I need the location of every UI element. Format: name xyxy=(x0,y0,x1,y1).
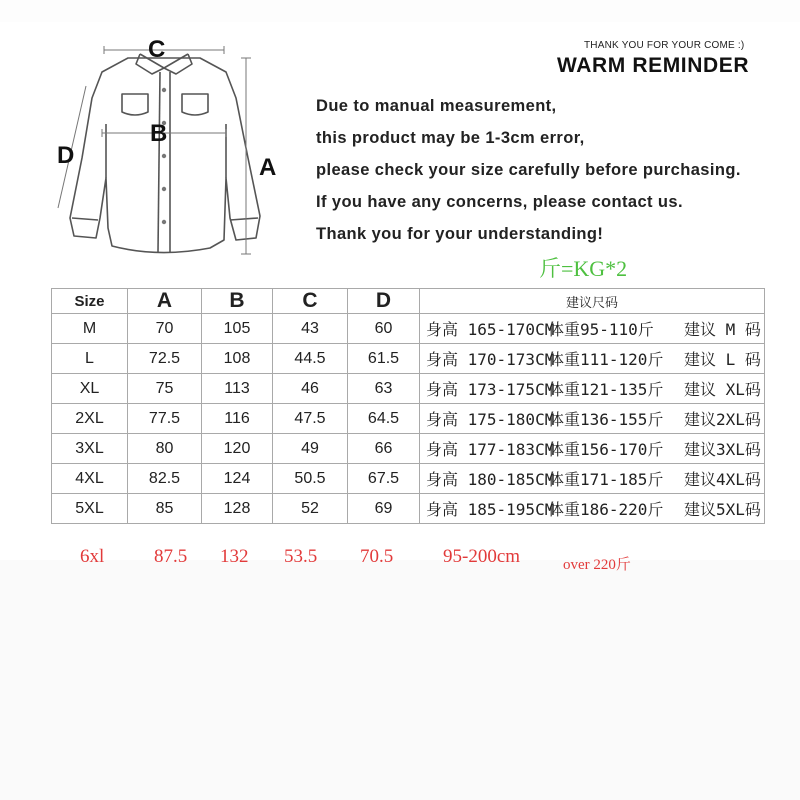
cell-d: 60 xyxy=(348,314,420,344)
cell-c: 49 xyxy=(273,434,348,464)
header-suggestion: 建议尺码 xyxy=(420,289,765,314)
recommended-weight: 体重136-155斤 xyxy=(548,410,664,429)
cell-b: 128 xyxy=(202,494,273,524)
cell-d: 66 xyxy=(348,434,420,464)
cell-b: 108 xyxy=(202,344,273,374)
cell-size: 3XL xyxy=(52,434,128,464)
reminder-notes xyxy=(316,94,741,254)
cell-c: 44.5 xyxy=(273,344,348,374)
cell-a: 77.5 xyxy=(128,404,202,434)
recommended-weight: 体重156-170斤 xyxy=(548,440,664,459)
header-size: Size xyxy=(52,289,128,314)
extra-c: 53.5 xyxy=(284,546,318,567)
recommended-weight: 体重111-120斤 xyxy=(548,350,664,369)
reminder-line: please check your size carefully before purchasing. xyxy=(316,161,741,179)
header-b: B xyxy=(202,289,273,314)
cell-a: 85 xyxy=(128,494,202,524)
weight-conversion-note: 斤=KG*2 xyxy=(539,256,628,281)
table-row xyxy=(52,344,765,374)
recommended-height: 身高 185-195CM xyxy=(426,500,555,519)
extra-b: 132 xyxy=(220,546,249,567)
extra-size: 6xl xyxy=(80,546,105,567)
cell-a: 75 xyxy=(128,374,202,404)
recommended-weight: 体重121-135斤 xyxy=(548,380,664,399)
cell-d: 63 xyxy=(348,374,420,404)
recommended-size: 建议5XL码 xyxy=(684,500,761,519)
table-row xyxy=(52,464,765,494)
reminder-line: Thank you for your understanding! xyxy=(316,225,604,243)
header-d: D xyxy=(348,289,420,314)
dimension-label-d: D xyxy=(57,142,75,169)
cell-recommendation xyxy=(420,374,765,404)
cell-a: 70 xyxy=(128,314,202,344)
header-a: A xyxy=(128,289,202,314)
recommended-weight: 体重171-185斤 xyxy=(548,470,664,489)
recommended-size: 建议3XL码 xyxy=(684,440,761,459)
recommended-height: 身高 175-180CM xyxy=(426,410,555,429)
recommended-height: 身高 180-185CM xyxy=(426,470,555,489)
cell-size: 4XL xyxy=(52,464,128,494)
thanks-caption: THANK YOU FOR YOUR COME :) xyxy=(584,40,745,51)
extra-a: 87.5 xyxy=(154,546,188,567)
recommended-weight: 体重95-110斤 xyxy=(548,320,654,339)
cell-b: 120 xyxy=(202,434,273,464)
cell-a: 80 xyxy=(128,434,202,464)
extra-height: 95-200cm xyxy=(443,546,521,567)
table-row xyxy=(52,374,765,404)
header-c: C xyxy=(273,289,348,314)
cell-recommendation xyxy=(420,434,765,464)
cell-b: 124 xyxy=(202,464,273,494)
cell-size: 5XL xyxy=(52,494,128,524)
top-strip xyxy=(0,0,800,22)
extra-weight: over 220斤 xyxy=(563,557,631,573)
recommended-height: 身高 165-170CM xyxy=(426,320,555,339)
recommended-height: 身高 170-173CM xyxy=(426,350,555,369)
table-row xyxy=(52,434,765,464)
cell-d: 64.5 xyxy=(348,404,420,434)
cell-size: 2XL xyxy=(52,404,128,434)
table-row xyxy=(52,404,765,434)
cell-d: 69 xyxy=(348,494,420,524)
cell-b: 113 xyxy=(202,374,273,404)
dimension-label-a: A xyxy=(259,154,277,181)
dimension-label-c: C xyxy=(148,36,166,63)
cell-c: 50.5 xyxy=(273,464,348,494)
cell-d: 61.5 xyxy=(348,344,420,374)
reminder-line: this product may be 1-3cm error, xyxy=(316,129,585,147)
cell-recommendation xyxy=(420,314,765,344)
cell-size: L xyxy=(52,344,128,374)
cell-a: 72.5 xyxy=(128,344,202,374)
recommended-height: 身高 177-183CM xyxy=(426,440,555,459)
cell-recommendation xyxy=(420,464,765,494)
cell-recommendation xyxy=(420,344,765,374)
bottom-area xyxy=(0,560,800,800)
dimension-label-b: B xyxy=(150,120,168,147)
cell-c: 43 xyxy=(273,314,348,344)
cell-size: XL xyxy=(52,374,128,404)
cell-c: 46 xyxy=(273,374,348,404)
cell-c: 47.5 xyxy=(273,404,348,434)
recommended-size: 建议 M 码 xyxy=(684,320,761,339)
recommended-weight: 体重186-220斤 xyxy=(548,500,664,519)
shirt-diagram xyxy=(40,28,300,288)
reminder-line: If you have any concerns, please contact us. xyxy=(316,193,683,211)
cell-size: M xyxy=(52,314,128,344)
table-row xyxy=(52,494,765,524)
recommended-size: 建议 L 码 xyxy=(684,350,761,369)
extra-d: 70.5 xyxy=(360,546,394,567)
size-table xyxy=(51,288,765,524)
recommended-size: 建议 XL码 xyxy=(684,380,761,399)
warm-reminder-title: WARM REMINDER xyxy=(557,54,750,77)
reminder-line: Due to manual measurement, xyxy=(316,97,557,115)
cell-d: 67.5 xyxy=(348,464,420,494)
recommended-height: 身高 173-175CM xyxy=(426,380,555,399)
cell-c: 52 xyxy=(273,494,348,524)
cell-recommendation xyxy=(420,404,765,434)
table-header-row xyxy=(52,289,765,314)
cell-a: 82.5 xyxy=(128,464,202,494)
cell-recommendation xyxy=(420,494,765,524)
recommended-size: 建议2XL码 xyxy=(684,410,761,429)
table-row xyxy=(52,314,765,344)
cell-b: 116 xyxy=(202,404,273,434)
cell-b: 105 xyxy=(202,314,273,344)
recommended-size: 建议4XL码 xyxy=(684,470,761,489)
